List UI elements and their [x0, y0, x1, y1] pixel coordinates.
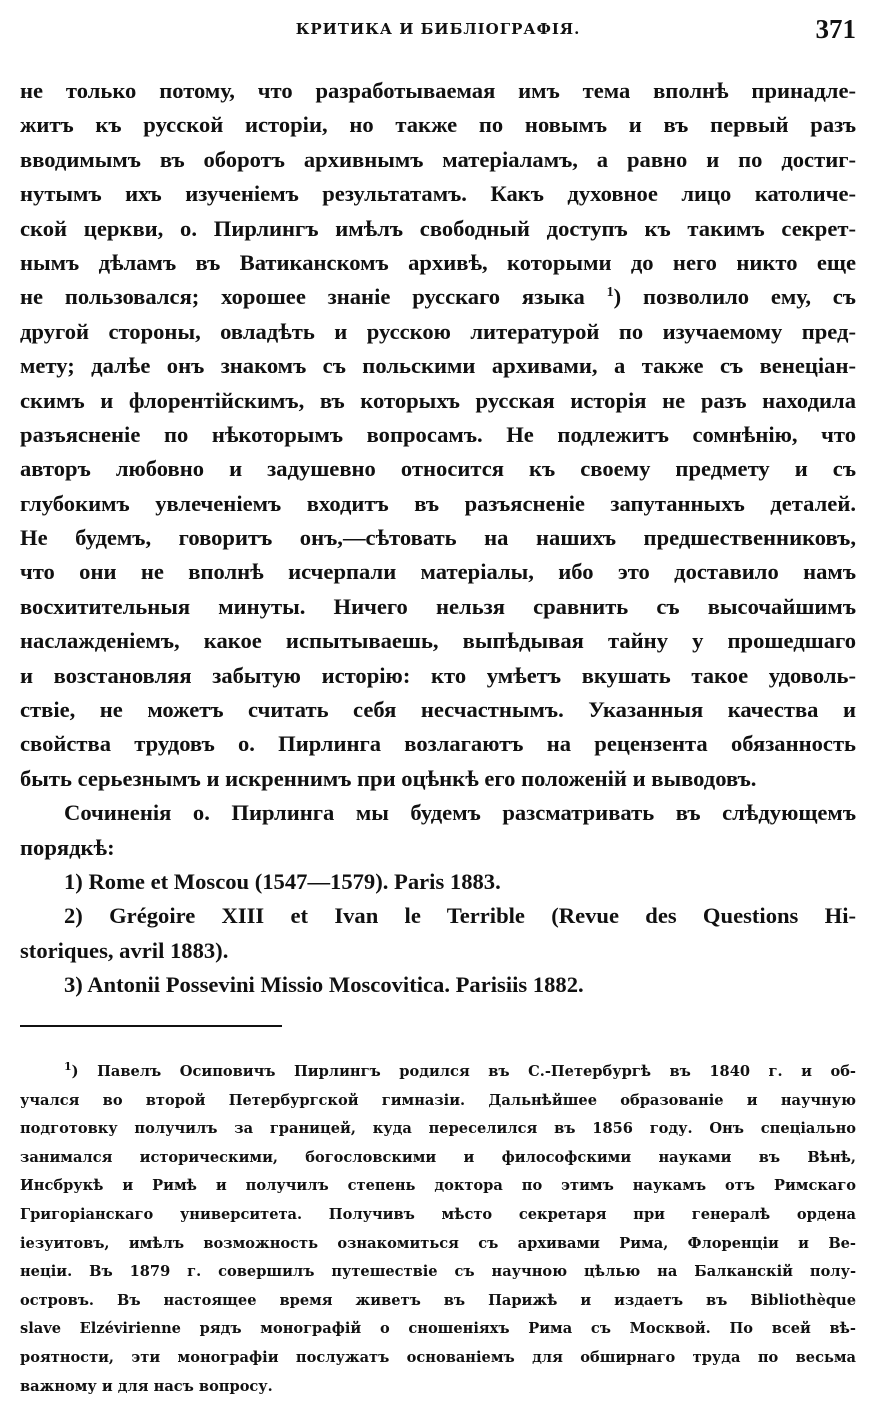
bibliography-item-continuation: storiques, avril 1883).: [20, 937, 229, 963]
footnote-line: Григоріанскаго университета. Получивъ мѣсто секретаря при генералѣ ордена: [20, 1205, 856, 1223]
footnote-line: іезуитовъ, имѣлъ возможность ознакомиться съ архивами Рима, Флоренціи и Ве-: [20, 1234, 856, 1252]
text-line: вводимымъ въ оборотъ архивнымъ матеріаламъ, а равно и по достиг-: [20, 146, 856, 172]
footnote-line: неціи. Въ 1879 г. совершилъ путешествіе съ научною цѣлью на Балканскій полу-: [20, 1263, 856, 1281]
bibliography-item: 3) Antonii Possevini Missio Moscovitica. Parisiis 1882.: [64, 972, 584, 998]
text-line: мету; далѣе онъ знакомъ съ польскими архивами, а также съ венеціан-: [20, 353, 856, 379]
running-head: [20, 14, 856, 44]
text-line: наслажденіемъ, какое испытываешь, выпѣдывая тайну у прошедшаго: [20, 628, 856, 654]
text-line: и возстановляя забытую исторію: кто умѣетъ вкушать такое удоволь-: [20, 662, 856, 688]
text-line: порядкѣ:: [20, 834, 115, 860]
text-line: скимъ и флорентійскимъ, въ которыхъ русская исторія не разъ находила: [20, 387, 856, 413]
footnote: [20, 1058, 856, 1401]
text-line: быть серьезнымъ и искреннимъ при оцѣнкѣ его положеній и выводовъ.: [20, 765, 757, 791]
running-title: КРИТИКА И БИБЛІОГРАФІЯ.: [295, 20, 581, 38]
footnote-separator: [20, 1025, 282, 1027]
text-line: глубокимъ увлеченіемъ входитъ въ разъясненіе запутанныхъ деталей.: [20, 490, 856, 516]
footnote-line: учался во второй Петербургской гимназіи. Дальнѣйшее образованіе и научную: [20, 1091, 856, 1109]
text-line: нутымъ ихъ изученіемъ результатамъ. Какъ духовное лицо католиче-: [20, 181, 856, 207]
footnote-line: Инсбрукѣ и Римѣ и получилъ степень доктора по этимъ наукамъ отъ Римскаго: [20, 1177, 856, 1195]
text-line: разъясненіе по нѣкоторымъ вопросамъ. Не подлежитъ сомнѣнію, что: [20, 421, 856, 447]
bibliography-item: 1) Rome et Moscou (1547—1579). Paris 1883.: [64, 868, 501, 894]
footnote-ref-marker[interactable]: 1: [606, 285, 614, 301]
footnote-line: островъ. Въ настоящее время живетъ въ Парижѣ и издаетъ въ Bibliothèque: [20, 1291, 856, 1309]
text-line: житъ къ русской исторіи, но также по новымъ и въ первый разъ: [20, 112, 856, 138]
text-line: восхитительныя минуты. Ничего нельзя сравнить съ высочайшимъ: [20, 593, 856, 619]
footnote-text: ) Павелъ Осиповичъ Пирлингъ родился въ С.-Петербургѣ въ 1840 г. и об-: [71, 1063, 856, 1080]
page-number: 371: [815, 14, 856, 44]
text-line: нымъ дѣламъ въ Ватиканскомъ архивѣ, которыми до него никто еще: [20, 249, 856, 275]
text-line: свойства трудовъ о. Пирлинга возлагаютъ на рецензента обязанность: [20, 731, 856, 757]
text-line: не только потому, что разработываемая имъ тема вполнѣ принадле-: [20, 78, 856, 103]
footnote-marker: 1: [64, 1060, 72, 1073]
footnote-line: подготовку получилъ за границей, куда переселился въ 1856 году. Онъ спеціально: [20, 1120, 856, 1138]
footnote-line: slave Elzévirienne рядъ монографій о сношеніяхъ Рима съ Москвой. По всей вѣ-: [20, 1320, 856, 1338]
footnote-line: занимался историческими, богословскими и философскими науками въ Вѣнѣ,: [20, 1148, 856, 1166]
text-line: Сочиненія о. Пирлинга мы будемъ разсматривать въ слѣдующемъ: [64, 800, 856, 826]
text-line: авторъ любовно и задушевно относится къ своему предмету и съ: [20, 456, 856, 482]
text-line: ствіе, не можетъ считать себя несчастнымъ. Указанныя качества и: [20, 697, 856, 723]
text-segment: ) позволило ему, съ: [613, 284, 856, 310]
main-text: [20, 74, 856, 1003]
bibliography-item: 2) Grégoire XIII et Ivan le Terrible (Revue des Questions Hi-: [64, 903, 856, 929]
text-line-with-footnote-ref: [20, 280, 856, 314]
bibliography-list: [20, 865, 856, 1003]
footnote-line: роятности, эти монографіи послужатъ основаніемъ для обширнаго труда по весьма: [20, 1348, 856, 1366]
text-line: что они не вполнѣ исчерпали матеріалы, ибо это доставило намъ: [20, 559, 856, 585]
text-line: другой стороны, овладѣть и русскою литературой по изучаемому пред-: [20, 318, 856, 344]
text-line: Не будемъ, говоритъ онъ,—сѣтовать на нашихъ предшественниковъ,: [20, 525, 856, 551]
text-line: ской церкви, о. Пирлингъ имѣлъ свободный доступъ къ такимъ секрет-: [20, 215, 856, 241]
footnote-line: [20, 1058, 856, 1087]
footnote-line: важному и для насъ вопросу.: [20, 1377, 273, 1395]
text-segment: не пользовался; хорошее знаніе русскаго языка: [20, 284, 585, 310]
